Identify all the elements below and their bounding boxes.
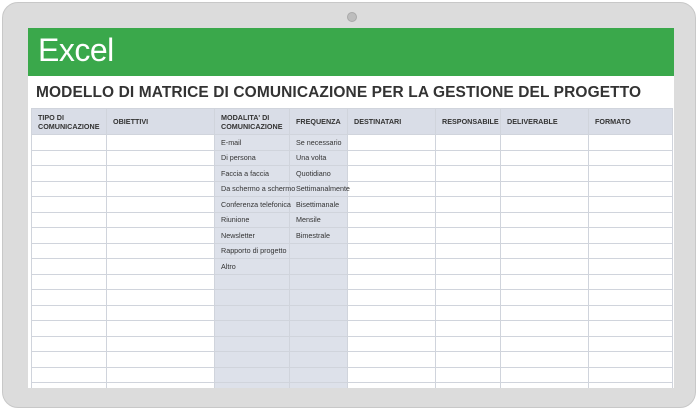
table-row (32, 181, 673, 197)
header-cell[interactable]: FORMATO (589, 109, 673, 135)
table-row (32, 383, 673, 389)
table-cell[interactable] (215, 336, 290, 352)
table-cell[interactable] (107, 336, 215, 352)
header-cell[interactable]: DESTINATARI (348, 109, 436, 135)
table-cell[interactable]: Bimestrale (290, 228, 348, 244)
table-cell[interactable] (107, 274, 215, 290)
app-banner (28, 28, 674, 76)
table-cell[interactable] (32, 274, 107, 290)
table-cell[interactable] (215, 321, 290, 337)
table-cell[interactable] (436, 352, 501, 368)
table-cell[interactable] (436, 259, 501, 275)
table-cell[interactable] (589, 150, 673, 166)
table-row (32, 367, 673, 383)
table-cell[interactable] (348, 228, 436, 244)
table-cell[interactable] (107, 290, 215, 306)
table-cell[interactable] (436, 135, 501, 151)
table-cell[interactable] (589, 197, 673, 213)
table-cell[interactable] (501, 321, 589, 337)
table-cell[interactable] (436, 321, 501, 337)
table-cell[interactable] (107, 352, 215, 368)
table-cell[interactable] (32, 150, 107, 166)
table-row (32, 274, 673, 290)
table-cell[interactable]: Altro (215, 259, 290, 275)
matrix-table (31, 108, 673, 388)
table-cell[interactable] (107, 150, 215, 166)
table-cell[interactable]: Bisettimanale (290, 197, 348, 213)
table-row (32, 305, 673, 321)
header-cell[interactable]: RESPONSABILE (436, 109, 501, 135)
device-frame (2, 2, 696, 408)
table-cell[interactable] (290, 305, 348, 321)
table-cell[interactable]: Quotidiano (290, 166, 348, 182)
table-cell[interactable] (348, 135, 436, 151)
table-cell[interactable] (501, 228, 589, 244)
table-cell[interactable] (436, 228, 501, 244)
table-cell[interactable] (589, 212, 673, 228)
table-cell[interactable] (107, 212, 215, 228)
table-cell[interactable] (215, 274, 290, 290)
table-cell[interactable] (501, 259, 589, 275)
table-cell[interactable] (348, 321, 436, 337)
table-cell[interactable] (348, 150, 436, 166)
table-cell[interactable] (107, 228, 215, 244)
table-cell[interactable] (589, 367, 673, 383)
table-cell[interactable] (32, 228, 107, 244)
table-row (32, 290, 673, 306)
table-cell[interactable] (32, 197, 107, 213)
table-cell[interactable] (290, 290, 348, 306)
table-cell[interactable] (501, 367, 589, 383)
table-cell[interactable] (436, 166, 501, 182)
table-cell[interactable] (589, 352, 673, 368)
table-cell[interactable] (501, 336, 589, 352)
table-cell[interactable]: Riunione (215, 212, 290, 228)
table-cell[interactable] (290, 321, 348, 337)
table-cell[interactable] (589, 290, 673, 306)
table-cell[interactable] (290, 352, 348, 368)
table-cell[interactable] (501, 274, 589, 290)
table-cell[interactable] (290, 243, 348, 259)
table-cell[interactable]: Settimanalmente (290, 181, 348, 197)
table-cell[interactable] (501, 197, 589, 213)
table-cell[interactable] (348, 352, 436, 368)
table-cell[interactable] (589, 259, 673, 275)
table-row (32, 352, 673, 368)
header-cell[interactable]: DELIVERABLE (501, 109, 589, 135)
table-cell[interactable] (348, 181, 436, 197)
table-cell[interactable]: E-mail (215, 135, 290, 151)
table-cell[interactable] (589, 166, 673, 182)
table-cell[interactable] (107, 259, 215, 275)
table-cell[interactable] (32, 321, 107, 337)
table-row (32, 166, 673, 182)
table-cell[interactable] (348, 166, 436, 182)
table-cell[interactable] (32, 383, 107, 389)
table-cell[interactable] (589, 135, 673, 151)
table-cell[interactable] (348, 290, 436, 306)
table-cell[interactable] (436, 336, 501, 352)
table-row (32, 228, 673, 244)
table-cell[interactable] (436, 383, 501, 389)
table-cell[interactable]: Se necessario (290, 135, 348, 151)
table-cell[interactable] (501, 383, 589, 389)
excel-logo: Excel (38, 32, 114, 68)
table-cell[interactable]: Conferenza telefonica (215, 197, 290, 213)
table-cell[interactable] (589, 321, 673, 337)
table-cell[interactable] (32, 290, 107, 306)
table-row (32, 243, 673, 259)
table-row (32, 336, 673, 352)
table-cell[interactable] (32, 367, 107, 383)
table-cell[interactable] (107, 181, 215, 197)
table-cell[interactable] (290, 383, 348, 389)
table-cell[interactable] (589, 181, 673, 197)
table-cell[interactable] (107, 321, 215, 337)
table-cell[interactable] (32, 181, 107, 197)
table-cell[interactable] (501, 305, 589, 321)
table-cell[interactable] (107, 367, 215, 383)
table-row (32, 321, 673, 337)
table-cell[interactable] (32, 135, 107, 151)
table-cell[interactable] (290, 274, 348, 290)
header-cell[interactable]: OBIETTIVI (107, 109, 215, 135)
table-cell[interactable] (107, 135, 215, 151)
header-cell[interactable]: FREQUENZA (290, 109, 348, 135)
table-cell[interactable] (107, 383, 215, 389)
table-cell[interactable] (436, 290, 501, 306)
table-cell[interactable] (436, 181, 501, 197)
table-cell[interactable] (436, 150, 501, 166)
table-cell[interactable] (501, 212, 589, 228)
table-cell[interactable] (32, 305, 107, 321)
table-cell[interactable] (501, 243, 589, 259)
table-cell[interactable] (32, 259, 107, 275)
table-cell[interactable] (290, 259, 348, 275)
table-cell[interactable] (589, 383, 673, 389)
table-cell[interactable] (348, 305, 436, 321)
table-cell[interactable] (589, 228, 673, 244)
table-cell[interactable] (501, 150, 589, 166)
table-cell[interactable]: Di persona (215, 150, 290, 166)
table-cell[interactable] (215, 305, 290, 321)
table-cell[interactable]: Newsletter (215, 228, 290, 244)
table-cell[interactable] (436, 274, 501, 290)
table-cell[interactable] (215, 352, 290, 368)
table-row (32, 150, 673, 166)
table-cell[interactable] (348, 243, 436, 259)
table-cell[interactable] (589, 243, 673, 259)
sheet-title: MODELLO DI MATRICE DI COMUNICAZIONE PER LA GESTIONE DEL PROGETTO (36, 84, 642, 101)
table-row (32, 259, 673, 275)
table-cell[interactable] (348, 259, 436, 275)
table-cell[interactable] (501, 135, 589, 151)
table-cell[interactable] (348, 274, 436, 290)
table-cell[interactable]: Rapporto di progetto (215, 243, 290, 259)
table-cell[interactable]: Da schermo a schermo (215, 181, 290, 197)
header-cell[interactable]: TIPO DI COMUNICAZIONE (32, 109, 107, 135)
header-cell[interactable]: MODALITA' DI COMUNICAZIONE (215, 109, 290, 135)
table-cell[interactable] (348, 197, 436, 213)
table-cell[interactable] (589, 336, 673, 352)
table-cell[interactable] (215, 383, 290, 389)
table-cell[interactable]: Faccia a faccia (215, 166, 290, 182)
table-cell[interactable] (589, 274, 673, 290)
table-cell[interactable] (348, 383, 436, 389)
table-cell[interactable]: Mensile (290, 212, 348, 228)
table-cell[interactable] (32, 166, 107, 182)
table-row (32, 135, 673, 151)
table-cell[interactable] (107, 243, 215, 259)
table-cell[interactable] (32, 352, 107, 368)
table-body (32, 135, 673, 389)
table-cell[interactable] (290, 336, 348, 352)
table-cell[interactable] (215, 367, 290, 383)
table-row (32, 212, 673, 228)
table-cell[interactable] (32, 212, 107, 228)
table-cell[interactable] (436, 197, 501, 213)
table-cell[interactable] (32, 336, 107, 352)
table-cell[interactable] (436, 243, 501, 259)
table-cell[interactable] (290, 367, 348, 383)
table-cell[interactable] (501, 181, 589, 197)
table-cell[interactable] (436, 367, 501, 383)
table-cell[interactable] (107, 305, 215, 321)
table-cell[interactable] (436, 305, 501, 321)
table-row (32, 197, 673, 213)
header-row (32, 109, 673, 135)
table-cell[interactable] (501, 290, 589, 306)
camera-dot (347, 12, 357, 22)
table-cell[interactable] (348, 212, 436, 228)
table-cell[interactable] (215, 290, 290, 306)
table-cell[interactable] (589, 305, 673, 321)
table-cell[interactable] (501, 352, 589, 368)
table-cell[interactable] (107, 166, 215, 182)
table-cell[interactable] (436, 212, 501, 228)
table-cell[interactable]: Una volta (290, 150, 348, 166)
table-cell[interactable] (32, 243, 107, 259)
table-cell[interactable] (348, 336, 436, 352)
screen (28, 28, 674, 388)
table-cell[interactable] (348, 367, 436, 383)
table-cell[interactable] (107, 197, 215, 213)
table-cell[interactable] (501, 166, 589, 182)
